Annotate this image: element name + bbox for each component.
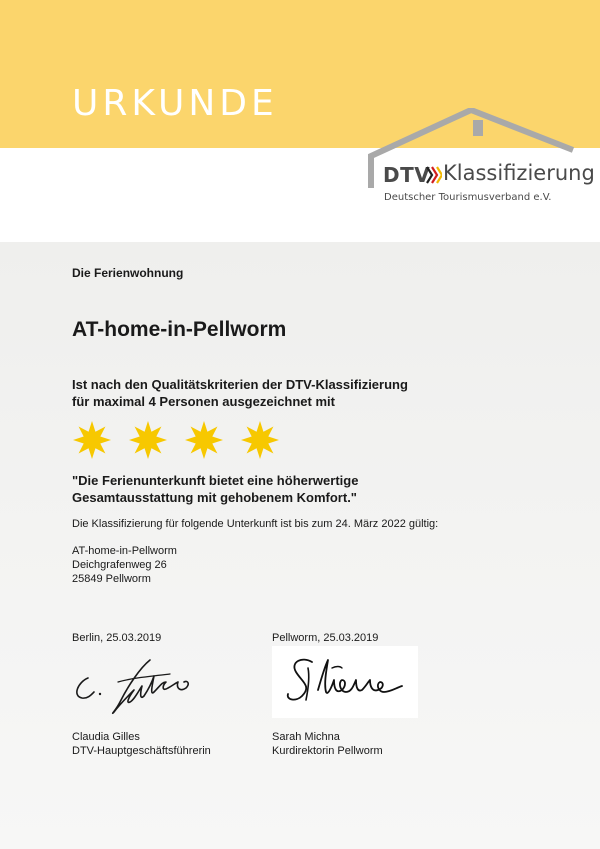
signature-gilles <box>70 652 210 722</box>
star-icon <box>240 420 280 460</box>
signatory-block <box>272 730 383 758</box>
signature-box <box>272 646 418 718</box>
place-date-berlin: Berlin, 25.03.2019 <box>72 632 162 644</box>
certificate-title: URKUNDE <box>72 83 278 124</box>
property-name: AT-home-in-Pellworm <box>72 318 287 341</box>
signatory-role: DTV-Hauptgeschäftsführerin <box>72 745 211 757</box>
signature-michna <box>272 646 418 718</box>
criteria-line: Ist nach den Qualitätskriterien der DTV-Klassifizierung <box>72 377 408 392</box>
signatory-role: Kurdirektorin Pellworm <box>272 745 383 757</box>
category-quote <box>72 472 358 506</box>
logo-name: Klassifizierung <box>443 161 595 185</box>
star-icon <box>128 420 168 460</box>
chevrons-icon <box>426 164 442 186</box>
quote-line: Gesamtausstattung mit gehobenem Komfort." <box>72 490 357 505</box>
place-date-pellworm: Pellworm, 25.03.2019 <box>272 632 379 644</box>
validity-statement: Die Klassifizierung für folgende Unterkunft ist bis zum 24. März 2022 gültig: <box>72 518 439 530</box>
criteria-line: für maximal 4 Personen ausgezeichnet mit <box>72 394 335 409</box>
quote-line: "Die Ferienunterkunft bietet eine höherwertige <box>72 473 359 488</box>
star-icon <box>184 420 224 460</box>
signatory-name: Claudia Gilles <box>72 731 140 743</box>
address-line: 25849 Pellworm <box>72 573 151 585</box>
intro-label: Die Ferienwohnung <box>72 266 184 280</box>
criteria-text <box>72 376 408 410</box>
address-line: Deichgrafenweg 26 <box>72 559 167 571</box>
signatory-block <box>72 730 211 758</box>
star-rating <box>72 420 292 460</box>
signatory-name: Sarah Michna <box>272 731 340 743</box>
address-line: AT-home-in-Pellworm <box>72 545 177 557</box>
star-icon <box>72 420 112 460</box>
logo-subtitle: Deutscher Tourismusverband e.V. <box>384 192 552 203</box>
logo-brand: DTV <box>383 163 431 187</box>
address-block <box>72 544 177 586</box>
